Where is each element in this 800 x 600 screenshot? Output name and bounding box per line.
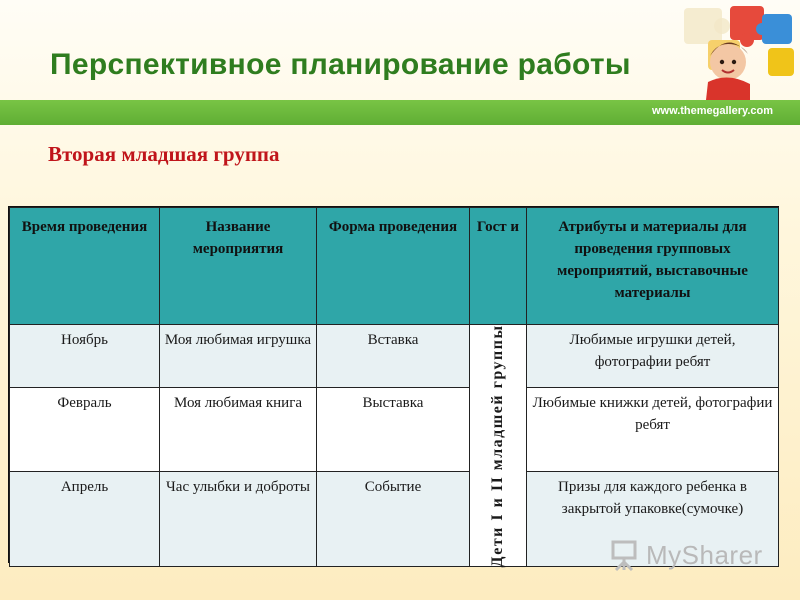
- mysharer-watermark-logo: [610, 538, 770, 572]
- cell-materials: Призы для каждого ребенка в закрытой упаковке(сумочке): [527, 472, 779, 567]
- guests-vertical-text: Дети I и II младшей группы: [489, 324, 506, 567]
- planning-table-container: [8, 206, 779, 567]
- group-subtitle: Вторая младшая группа: [48, 142, 280, 166]
- slide-title: Перспективное планирование работы: [50, 48, 631, 81]
- cell-form: Выставка: [317, 388, 470, 472]
- presentation-board-icon: [610, 538, 640, 572]
- logo-text: MySharer: [646, 540, 763, 570]
- header-time: Время проведения: [10, 208, 160, 325]
- cell-event-name: Моя любимая книга: [160, 388, 317, 472]
- cell-form: Вставка: [317, 325, 470, 388]
- cell-guests: [470, 325, 527, 567]
- planning-table: [9, 207, 779, 567]
- cell-time: Февраль: [10, 388, 160, 472]
- header-materials: Атрибуты и материалы для проведения групповых мероприятий, выставочные материалы: [527, 208, 779, 325]
- header-event-name: Название мероприятия: [160, 208, 317, 325]
- cell-materials: Любимые игрушки детей, фотографии ребят: [527, 325, 779, 388]
- header-guests: Гост и: [470, 208, 527, 325]
- table-row: [10, 325, 779, 388]
- puzzle-children-decoration: [672, 0, 800, 100]
- header-form: Форма проведения: [317, 208, 470, 325]
- cell-form: Событие: [317, 472, 470, 567]
- cell-time: Апрель: [10, 472, 160, 567]
- cell-materials: Любимые книжки детей, фотографии ребят: [527, 388, 779, 472]
- cell-event-name: Моя любимая игрушка: [160, 325, 317, 388]
- website-url: www.themegallery.com: [651, 105, 773, 117]
- header-band: [0, 100, 800, 125]
- cell-time: Ноябрь: [10, 325, 160, 388]
- cell-event-name: Час улыбки и доброты: [160, 472, 317, 567]
- table-header-row: [10, 208, 779, 325]
- table-row: [10, 388, 779, 472]
